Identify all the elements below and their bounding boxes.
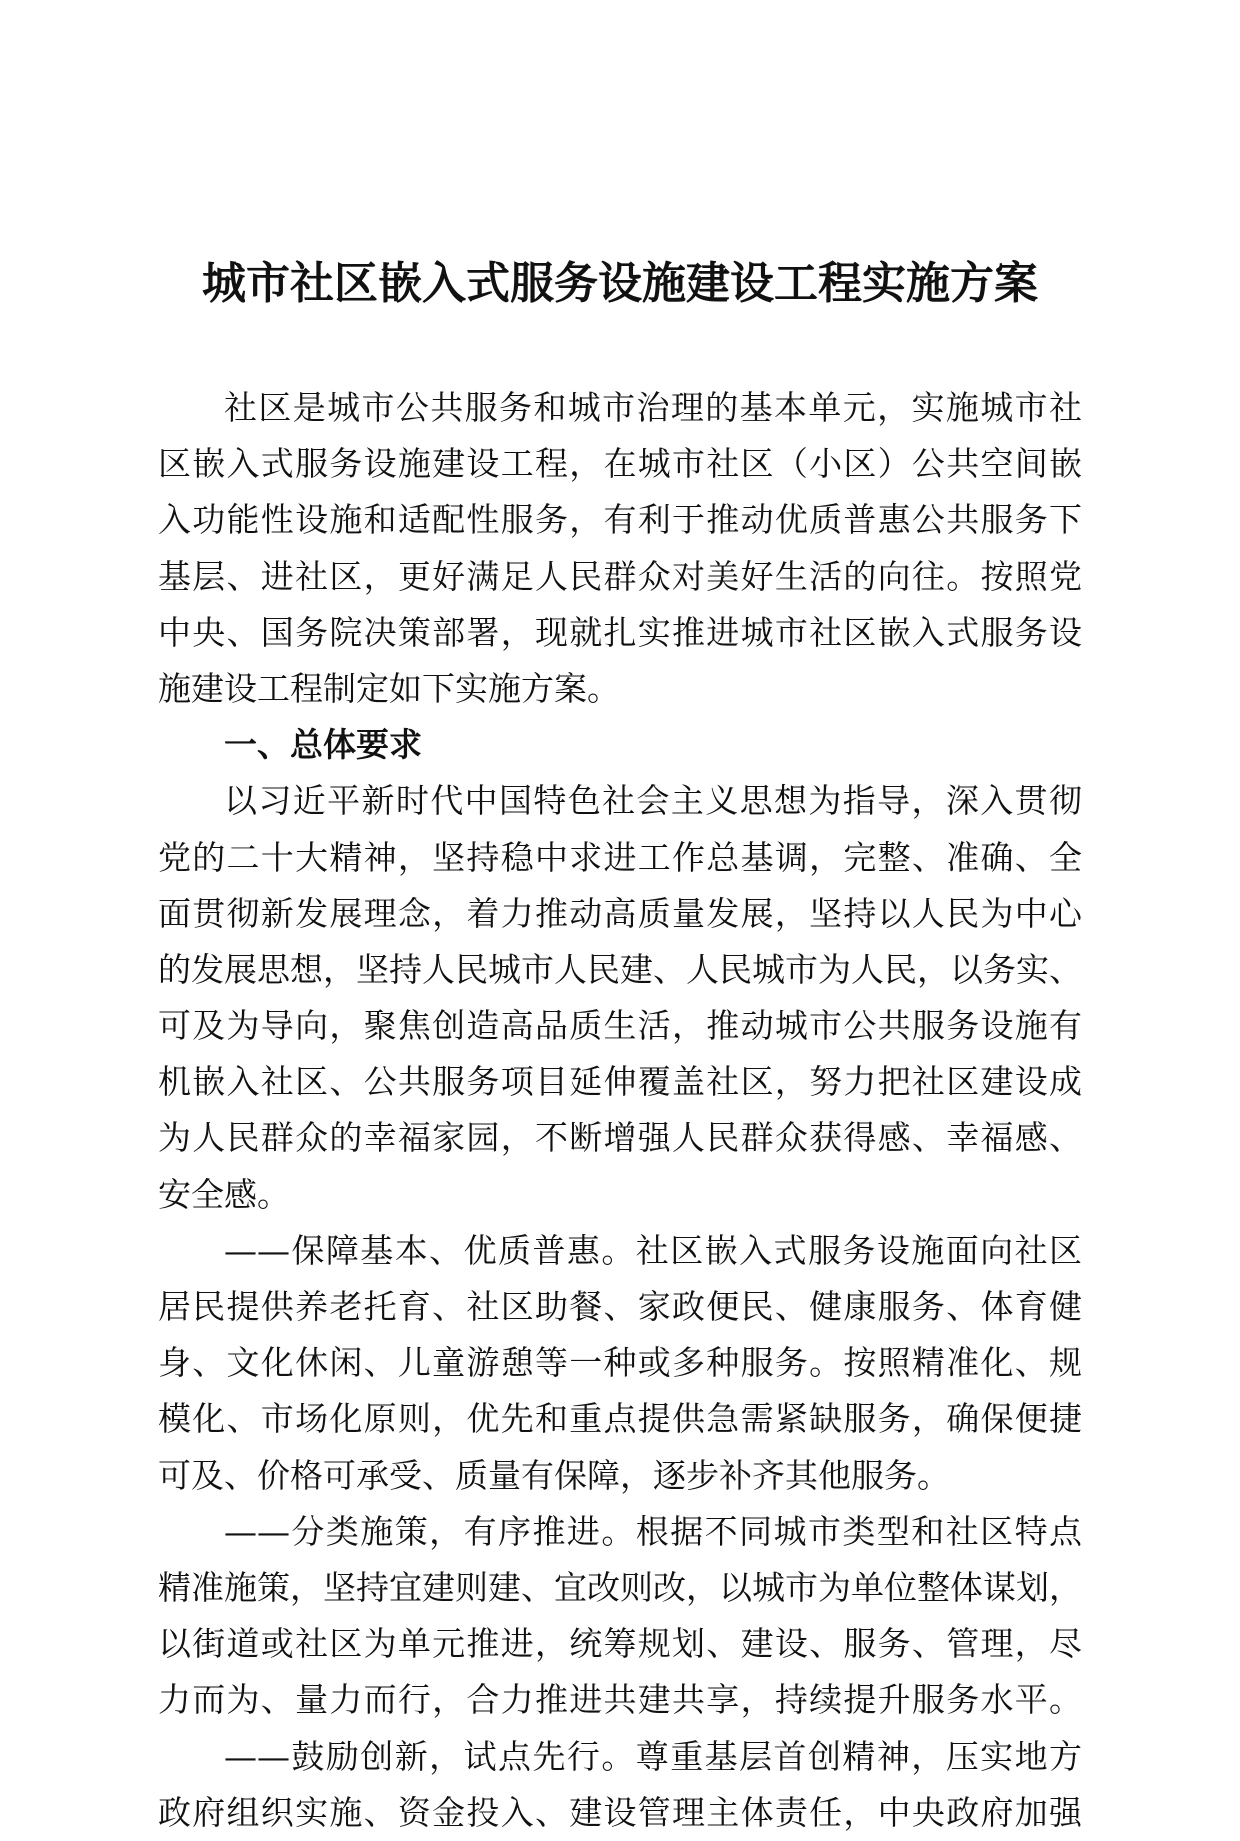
paragraph-line: 政府组织实施、资金投入、建设管理主体责任，中央政府加强 — [158, 1792, 1082, 1832]
paragraph-line: 入功能性设施和适配性服务，有利于推动优质普惠公共服务下 — [158, 500, 1082, 540]
paragraph-line: 可及、价格可承受、质量有保障，逐步补齐其他服务。 — [158, 1455, 950, 1495]
paragraph-line: 区嵌入式服务设施建设工程，在城市社区（小区）公共空间嵌 — [158, 444, 1082, 484]
paragraph-line: 力而为、量力而行，合力推进共建共享，持续提升服务水平。 — [158, 1680, 1082, 1720]
paragraph-line: 基层、进社区，更好满足人民群众对美好生活的向往。按照党 — [158, 556, 1082, 596]
paragraph-line: 居民提供养老托育、社区助餐、家政便民、健康服务、体育健 — [158, 1287, 1082, 1326]
paragraph-line: 以习近平新时代中国特色社会主义思想为指导，深入贯彻 — [224, 781, 1082, 821]
document-body — [158, 380, 1082, 1841]
paragraph-line: 身、文化休闲、儿童游憩等一种或多种服务。按照精准化、规 — [158, 1343, 1082, 1383]
paragraph-line: 面贯彻新发展理念，着力推动高质量发展，坚持以人民为中心 — [158, 893, 1082, 933]
paragraph-line: 党的二十大精神，坚持稳中求进工作总基调，完整、准确、全 — [158, 837, 1082, 877]
paragraph-line: 精准施策，坚持宜建则建、宜改则改，以城市为单位整体谋划， — [158, 1567, 1082, 1607]
paragraph-line: 中央、国务院决策部署，现就扎实推进城市社区嵌入式服务设 — [158, 612, 1082, 652]
paragraph-line: 的发展思想，坚持人民城市人民建、人民城市为人民，以务实、 — [158, 949, 1082, 989]
paragraph-line: 社区是城市公共服务和城市治理的基本单元，实施城市社 — [224, 388, 1082, 427]
paragraph-line: 模化、市场化原则，优先和重点提供急需紧缺服务，确保便捷 — [158, 1399, 1082, 1439]
document-title: 城市社区嵌入式服务设施建设工程实施方案 — [202, 258, 1038, 309]
paragraph-line: ——分类施策，有序推进。根据不同城市类型和社区特点 — [224, 1511, 1082, 1551]
paragraph-line: 安全感。 — [158, 1174, 290, 1214]
paragraph-line: 为人民群众的幸福家园，不断增强人民群众获得感、幸福感、 — [158, 1118, 1082, 1158]
paragraph-line: ——保障基本、优质普惠。社区嵌入式服务设施面向社区 — [224, 1230, 1082, 1270]
paragraph-line: ——鼓励创新，试点先行。尊重基层首创精神，压实地方 — [224, 1736, 1082, 1776]
paragraph-line: 以街道或社区为单元推进，统筹规划、建设、服务、管理，尽 — [158, 1624, 1082, 1664]
section-heading: 一、总体要求 — [224, 725, 422, 765]
paragraph-line: 施建设工程制定如下实施方案。 — [158, 668, 620, 708]
paragraph-line: 可及为导向，聚焦创造高品质生活，推动城市公共服务设施有 — [158, 1006, 1082, 1046]
paragraph-line: 机嵌入社区、公共服务项目延伸覆盖社区，努力把社区建设成 — [158, 1062, 1082, 1102]
